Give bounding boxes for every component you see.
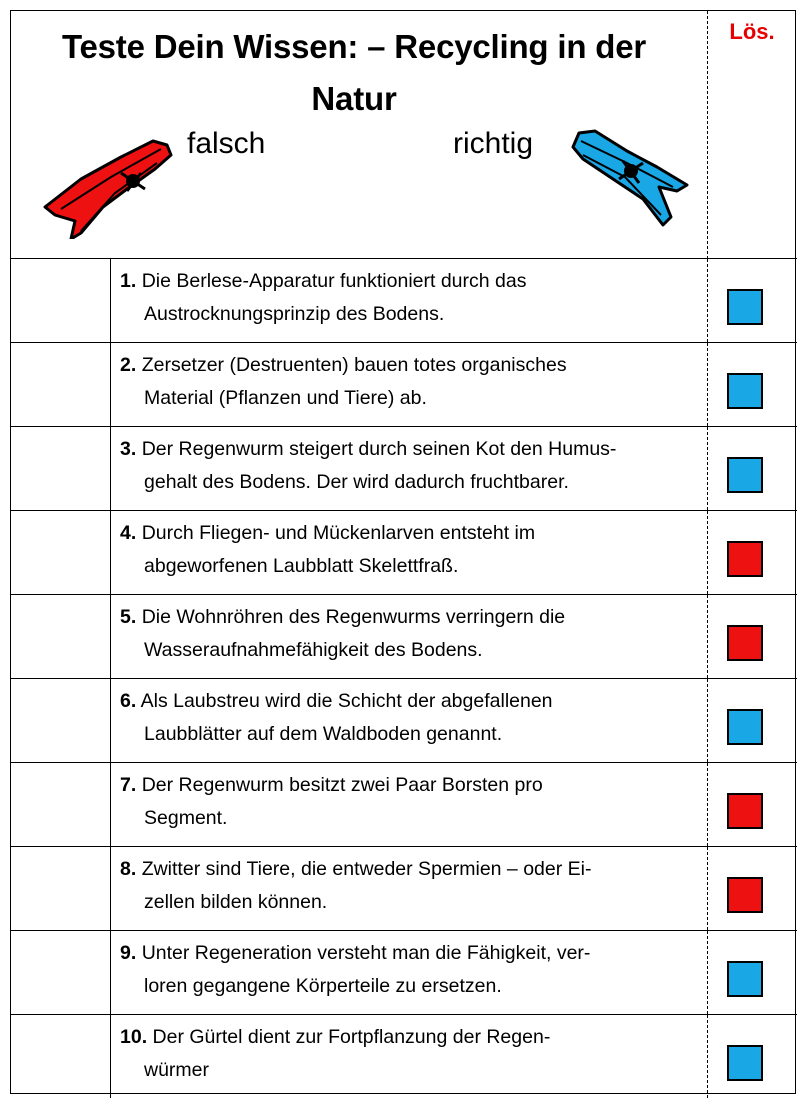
solution-box-richtig	[727, 1045, 763, 1081]
question-line-2: zellen bilden können.	[144, 891, 328, 913]
answer-cell[interactable]	[11, 847, 111, 930]
solution-cell	[707, 511, 795, 594]
title-line-2: Natur	[311, 80, 397, 117]
question-line-2: Segment.	[144, 807, 228, 829]
answer-cell[interactable]	[11, 595, 111, 678]
question-line-1: Durch Fliegen- und Mückenlarven entsteht im	[141, 522, 536, 544]
question-text	[111, 847, 707, 930]
answer-cell[interactable]	[11, 343, 111, 426]
question-line-1: Der Regenwurm besitzt zwei Paar Borsten pro	[141, 774, 543, 796]
question-text	[111, 931, 707, 1014]
question-number: 9.	[120, 942, 137, 964]
question-line-2: gehalt des Bodens. Der wird dadurch fruchtbarer.	[144, 471, 569, 493]
question-text	[111, 1015, 707, 1098]
answer-cell[interactable]	[11, 427, 111, 510]
solution-box-richtig	[727, 289, 763, 325]
question-number: 2.	[120, 354, 137, 376]
question-line-1: Der Regenwurm steigert durch seinen Kot den Humus-	[141, 438, 617, 460]
question-row	[11, 931, 797, 1015]
question-row	[11, 679, 797, 763]
label-false: falsch	[187, 127, 266, 160]
solution-cell	[707, 763, 795, 846]
question-line-1: Der Gürtel dient zur Fortpflanzung der Regen-	[152, 1026, 551, 1048]
solution-label: Lös.	[729, 19, 775, 44]
question-text	[111, 679, 707, 762]
question-text	[111, 259, 707, 342]
question-line-1: Die Berlese-Apparatur funktioniert durch das	[141, 270, 527, 292]
solution-box-richtig	[727, 961, 763, 997]
question-text	[111, 595, 707, 678]
question-text	[111, 343, 707, 426]
solution-box-falsch	[727, 541, 763, 577]
title-line-1: Teste Dein Wissen: – Recycling in der	[61, 28, 647, 65]
page-title	[19, 21, 689, 125]
question-row	[11, 595, 797, 679]
question-list	[11, 259, 797, 1098]
question-text	[111, 763, 707, 846]
label-true: richtig	[453, 127, 534, 160]
question-row	[11, 847, 797, 931]
solution-cell	[707, 1015, 795, 1098]
question-row	[11, 259, 797, 343]
question-number: 7.	[120, 774, 137, 796]
solution-cell	[707, 343, 795, 426]
question-number: 6.	[120, 690, 137, 712]
worksheet-header	[11, 11, 797, 259]
answer-cell[interactable]	[11, 511, 111, 594]
question-line-2: abgeworfenen Laubblatt Skelettfraß.	[144, 555, 459, 577]
question-number: 8.	[120, 858, 137, 880]
question-line-1: Als Laubstreu wird die Schicht der abgefallenen	[140, 690, 553, 712]
question-row	[11, 427, 797, 511]
question-row	[11, 343, 797, 427]
solution-column-header	[707, 11, 795, 259]
question-number: 10.	[120, 1026, 148, 1048]
question-number: 5.	[120, 606, 137, 628]
question-line-2: loren gegangene Körperteile zu ersetzen.	[144, 975, 502, 997]
question-line-1: Zersetzer (Destruenten) bauen totes organisches	[141, 354, 567, 376]
solution-cell	[707, 847, 795, 930]
question-line-2: Wasseraufnahmefähigkeit des Bodens.	[144, 639, 483, 661]
question-line-2: Material (Pflanzen und Tiere) ab.	[144, 387, 427, 409]
answer-cell[interactable]	[11, 763, 111, 846]
question-number: 3.	[120, 438, 137, 460]
solution-cell	[707, 595, 795, 678]
solution-box-falsch	[727, 793, 763, 829]
question-number: 4.	[120, 522, 137, 544]
answer-cell[interactable]	[11, 1015, 111, 1098]
worksheet	[10, 10, 796, 1094]
blue-clothespin-icon	[567, 127, 691, 227]
question-line-2: Laubblätter auf dem Waldboden genannt.	[144, 723, 503, 745]
question-row	[11, 511, 797, 595]
question-line-2: Austrocknungsprinzip des Bodens.	[144, 303, 445, 325]
solution-cell	[707, 931, 795, 1014]
solution-cell	[707, 259, 795, 342]
answer-cell[interactable]	[11, 931, 111, 1014]
question-text	[111, 511, 707, 594]
solution-box-richtig	[727, 457, 763, 493]
question-text	[111, 427, 707, 510]
question-line-1: Die Wohnröhren des Regenwurms verringern die	[141, 606, 566, 628]
solution-cell	[707, 427, 795, 510]
solution-box-richtig	[727, 709, 763, 745]
question-row	[11, 763, 797, 847]
question-number: 1.	[120, 270, 137, 292]
solution-box-falsch	[727, 877, 763, 913]
solution-box-richtig	[727, 373, 763, 409]
answer-cell[interactable]	[11, 259, 111, 342]
question-line-2: würmer	[144, 1059, 210, 1081]
question-row	[11, 1015, 797, 1098]
answer-cell[interactable]	[11, 679, 111, 762]
red-clothespin-icon	[41, 129, 179, 239]
solution-box-falsch	[727, 625, 763, 661]
question-line-1: Unter Regeneration versteht man die Fähigkeit, ver-	[141, 942, 591, 964]
solution-cell	[707, 679, 795, 762]
question-line-1: Zwitter sind Tiere, die entweder Spermien – oder Ei-	[141, 858, 592, 880]
